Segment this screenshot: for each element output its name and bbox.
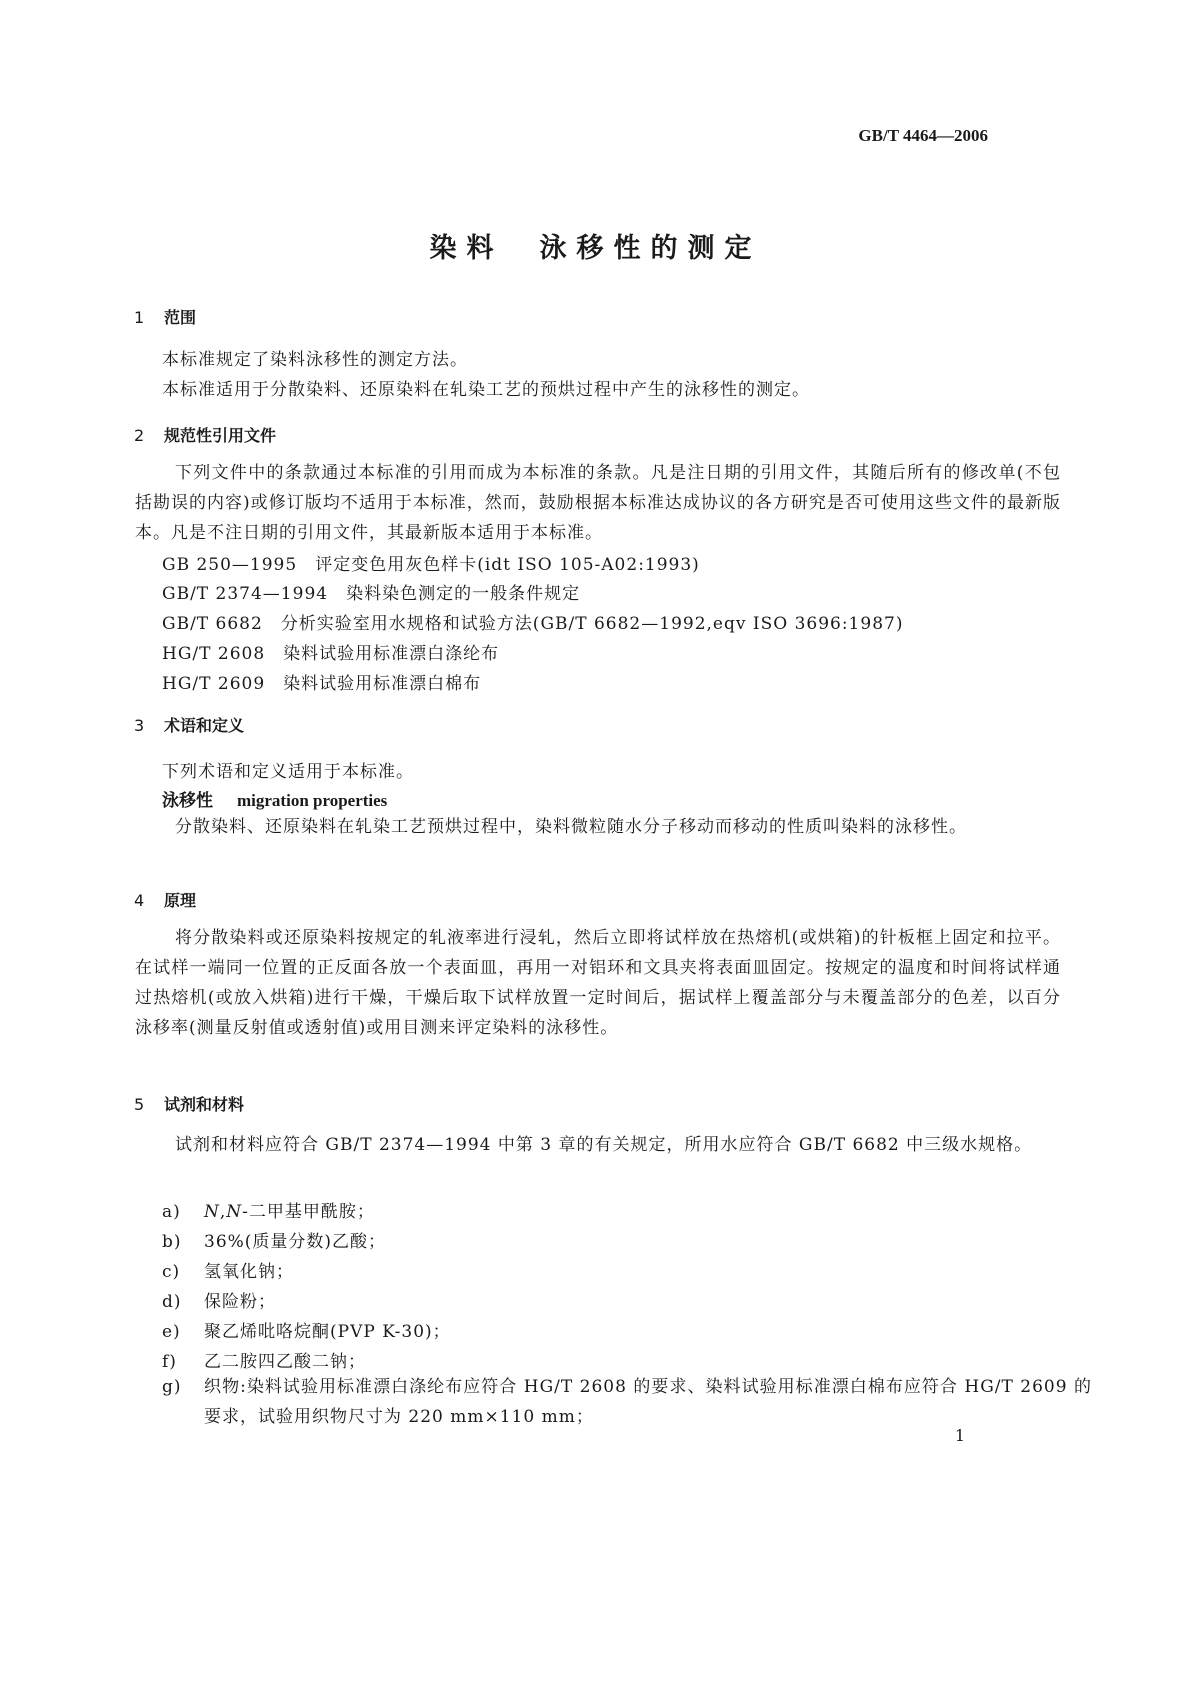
reference-code: GB/T 2374—1994 (162, 584, 329, 604)
list-item-text: 乙二胺四乙酸二钠； (204, 1352, 366, 1372)
reference-item (162, 639, 499, 664)
list-item (162, 1257, 294, 1282)
scope-paragraph-1: 本标准规定了染料泳移性的测定方法。 (162, 350, 468, 370)
list-item-label: d) (162, 1292, 182, 1312)
list-item (162, 1197, 375, 1222)
standard-code: GB/T 4464—2006 (858, 126, 988, 145)
reference-title: 分析实验室用水规格和试验方法(GB/T 6682—1992,eqv ISO 3696:1987) (280, 614, 904, 634)
reference-code: HG/T 2608 (162, 644, 266, 664)
reference-code: GB/T 6682 (162, 614, 263, 634)
section-title: 试剂和材料 (164, 1095, 245, 1114)
list-item (162, 1227, 386, 1252)
term-definition: 分散染料、还原染料在轧染工艺预烘过程中，染料微粒随水分子移动而移动的性质叫染料的泳移性。 (175, 817, 967, 837)
term-entry (162, 786, 387, 811)
list-item-text: 36%(质量分数)乙酸； (204, 1232, 387, 1252)
section-number: 2 (134, 426, 145, 445)
list-item (162, 1372, 1092, 1432)
term-chinese: 泳移性 (162, 791, 213, 811)
reference-title: 染料染色测定的一般条件规定 (346, 584, 581, 604)
list-item-text: 织物:染料试验用标准漂白涤纶布应符合 HG/T 2608 的要求、染料试验用标准漂白棉布应符合 HG/T 2609 的要求，试验用织物尺寸为 220 mm×110 mm； (204, 1377, 1092, 1427)
section-title: 范围 (164, 308, 197, 327)
list-item-label: f) (162, 1352, 177, 1372)
term-english: migration properties (237, 791, 388, 810)
list-item-label: g) (162, 1377, 182, 1397)
section-number: 1 (134, 308, 145, 327)
list-item-label: a) (162, 1202, 181, 1222)
comma: , (219, 1202, 227, 1222)
scope-paragraph-2: 本标准适用于分散染料、还原染料在轧染工艺的预烘过程中产生的泳移性的测定。 (162, 380, 810, 400)
section-heading-5 (134, 1092, 244, 1115)
section-number: 3 (134, 716, 145, 735)
reference-code: GB 250—1995 (162, 555, 298, 575)
list-item-label: e) (162, 1322, 181, 1342)
list-item-label: b) (162, 1232, 182, 1252)
list-item (162, 1317, 451, 1342)
reference-title: 染料试验用标准漂白棉布 (283, 674, 482, 694)
section-number: 5 (134, 1095, 145, 1114)
italic-n: N (226, 1202, 243, 1222)
principle-paragraph: 将分散染料或还原染料按规定的轧液率进行浸轧，然后立即将试样放在热熔机(或烘箱)的针板框上固定和拉平。在试样一端同一位置的正反面各放一个表面皿，再用一对铝环和文具夹将表面皿固定。按规定的温度和时间将试样通过热熔机(或放入烘箱)进行干燥，干燥后取下试样放置一定时间后，据试样上覆盖部分与未覆盖部分的色差，以百分泳移率(测量反射值或透射值)或用目测来评定染料的泳移性。 (135, 928, 1061, 1038)
section-heading-1 (134, 305, 196, 328)
reference-item (162, 550, 700, 575)
section-number: 4 (134, 891, 145, 910)
normative-refs-intro: 下列文件中的条款通过本标准的引用而成为本标准的条款。凡是注日期的引用文件，其随后所有的修改单(不包括勘误的内容)或修订版均不适用于本标准，然而，鼓励根据本标准达成协议的各方研究是否可使用这些文件的最新版本。凡是不注日期的引用文件，其最新版本适用于本标准。 (135, 463, 1061, 543)
reference-title: 评定变色用灰色样卡(idt ISO 105-A02:1993) (315, 555, 700, 575)
section-heading-2 (134, 423, 276, 446)
italic-n: N (204, 1202, 220, 1222)
section-title: 原理 (164, 891, 197, 910)
title-part-2: 泳移性的测定 (539, 233, 762, 264)
section-title: 规范性引用文件 (164, 426, 277, 445)
list-item (162, 1347, 366, 1372)
list-item-text: -二甲基甲酰胺； (242, 1202, 375, 1222)
reference-item (162, 669, 481, 694)
list-item-label: c) (162, 1262, 181, 1282)
section-heading-4 (134, 888, 196, 911)
reference-item (162, 609, 903, 634)
section-title: 术语和定义 (164, 716, 245, 735)
reference-item (162, 579, 580, 604)
reference-code: HG/T 2609 (162, 674, 266, 694)
list-item-text: 保险粉； (204, 1292, 276, 1312)
page-number: 1 (954, 1426, 965, 1445)
reference-title: 染料试验用标准漂白涤纶布 (283, 644, 500, 664)
title-part-1: 染料 (429, 233, 504, 264)
reagents-intro: 试剂和材料应符合 GB/T 2374—1994 中第 3 章的有关规定，所用水应符合 GB/T 6682 中三级水规格。 (175, 1135, 1033, 1155)
list-item (162, 1287, 276, 1312)
terms-intro: 下列术语和定义适用于本标准。 (162, 762, 414, 782)
section-heading-3 (134, 713, 244, 736)
list-item-text: 氢氧化钠； (204, 1262, 294, 1282)
list-item-text: 聚乙烯吡咯烷酮(PVP K-30)； (204, 1322, 451, 1342)
page-title (0, 226, 1191, 265)
